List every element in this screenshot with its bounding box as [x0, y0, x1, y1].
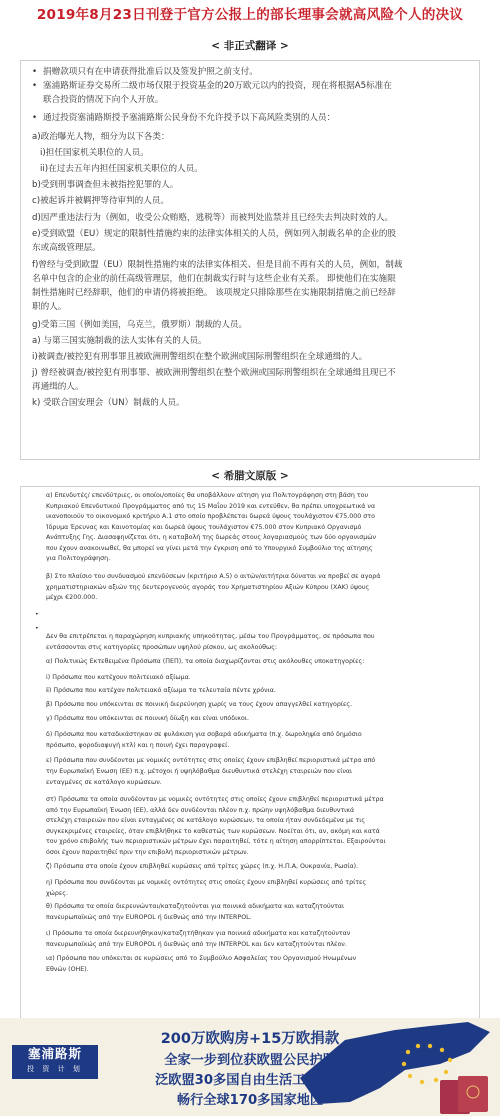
greek-line: Εθνών (ΟΗΕ).	[46, 966, 89, 973]
greek-line: μέχρι €200.000.	[46, 594, 98, 601]
translation-line: • 捐赠款项只有在申请获得批准后以及签发护照之前支付。	[43, 66, 258, 80]
greek-line: ενταγμένες σε κατάλογο κυρώσεων.	[46, 779, 162, 786]
brand-subtitle: 投 资 计 划	[27, 1065, 83, 1073]
translation-line: g)受第三国（例如美国，乌克兰，俄罗斯）制裁的人员。	[32, 320, 248, 330]
greek-line: • ζ) Πρόσωπα στα οποία έχουν επιβληθεί κυρώσεις από τρίτες χώρες (π.χ. Η.Π.Α, Ουκρανία, Ρωσία).	[46, 862, 472, 872]
greek-line: • γ) Πρόσωπα που υπόκεινται σε ποινική δίωξη και είναι υπόδικοι.	[46, 714, 472, 724]
translation-line: 再通缉的人。	[32, 382, 84, 392]
translation-line: ii)在过去五年内担任国家机关职位的人员。	[40, 164, 203, 174]
translation-line: i)被调查/被控犯有刑事罪且被欧洲刑警组织在整个欧洲或国际刑警组织在全球通缉的人。	[32, 352, 368, 362]
promo-line-2: 全家一步到位获欧盟公民护照	[164, 1053, 336, 1068]
greek-line: • β) Στο πλαίσιο του συνδυασμού επενδύσεων (κριτήριο Α.5) ο αιτών/αιτήτρια δύναται να προβεί σε αγορά	[46, 572, 472, 582]
greek-line: • α) Πολιτικώς Εκτεθειμένα Πρόσωπα (ΠΕΠ), τα οποία διαχωρίζονται στις ακόλουθες υποκατηγορίες:	[46, 657, 472, 667]
greek-line: • ι) Πρόσωπα τα οποία διερευνήθηκαν/καταζητήθηκαν για ποινικά αδικήματα και καταζητούνταν	[46, 929, 472, 939]
translation-line: e)受到欧盟（EU）规定的限制性措施约束的法律实体相关的人员，例如列入制裁名单的企业的股	[32, 229, 397, 239]
translation-line: 制性措施时已经辞职，他们的申请仍将被拒绝。 该项规定只排除那些在实施限制措施之前已经辞	[32, 288, 396, 298]
greek-line: • ια) Πρόσωπα που υπόκειται σε κυρώσεις από το Συμβούλιο Ασφαλείας του Οργανισμού Ηνωμένων	[46, 954, 472, 964]
greek-line: • ⅱ) Πρόσωπα που κατέχαν πολιτειακό αξίωμα τα τελευταία πέντε χρόνια.	[46, 686, 472, 696]
greek-line: που έχουν ανακοινωθεί, θα μπορεί να γίνει μετά την έγκριση από το Υπουργικό Συμβούλιο της αίτησης	[46, 545, 373, 552]
promo-banner	[0, 1018, 500, 1116]
brand-name: 塞浦路斯	[27, 1046, 82, 1061]
translation-line: a)政治曝光人物，细分为以下各类：	[32, 132, 170, 142]
translation-line: a) 与第三国实施制裁的法人实体有关的人员。	[32, 336, 207, 346]
greek-line: εντάσσονται στις κατηγορίες προσώπων υψηλού ρίσκου, ως ακολούθως:	[46, 644, 278, 651]
brand-badge	[12, 1045, 98, 1079]
greek-line: όσοι έχουν παραιτηθεί πριν την επιβολή περιοριστικών μέτρων.	[46, 849, 249, 856]
greek-line: την Ευρωπαϊκή Ένωση (ΕΕ) π.χ. μέτοχοι ή υψηλόβαθμα διευθυντικά στελέχη εταιρειών που είναι	[46, 768, 353, 775]
greek-line: Ανάπτυξης Γης. Διασαφηνίζεται ότι, η καταβολή της δωρεάς στους λογαριασμούς των δύο οργανισμών	[46, 534, 377, 541]
greek-line: • ⅰ) Πρόσωπα που κατέχουν πολιτειακό αξίωμα.	[46, 673, 472, 683]
greek-line: • στ) Πρόσωπα τα οποία συνδέονταν με νομικές οντότητες στις οποίες έχουν επιβληθεί περιοριστικά μέτρα	[46, 795, 472, 805]
promo-line-1: 200万欧购房+15万欧捐款	[160, 1031, 340, 1047]
page-title: 2019年8月23日刊登于官方公报上的部长理事会就高风险个人的决议	[36, 7, 464, 23]
greek-line: • α) Επενδυτές/ επενδύτριες, οι οποίοι/οποίες θα υποβάλλουν αίτηση για Πολιτογράφηση στη βάση του	[46, 491, 472, 501]
translation-line: j) 曾经被调查/被控犯有刑事罪、被欧洲刑警组织在整个欧洲或国际刑警组织在全球通缉且现已不	[32, 368, 396, 378]
translation-line: b)受到刑事调查但未被指控犯罪的人。	[32, 180, 179, 190]
greek-line: πρόσωπο, φοροδιαφυγή κτλ) και η ποινή έχει παραγραφεί.	[46, 742, 230, 749]
greek-line: • β) Πρόσωπα που υπόκεινται σε ποινική διερεύνηση χωρίς να τους έχουν απαγγελθεί κατηγορίες.	[46, 700, 472, 710]
translation-line: 联合投资的情况下向个人开放。	[43, 95, 164, 105]
translation-line: c)被起诉并被羁押等待审判的人员。	[32, 196, 169, 206]
promo-line-3: 泛欧盟30多国自由生活工作学习	[155, 1073, 345, 1088]
promo-line-4: 畅行全球170多国家地区	[176, 1093, 324, 1108]
greek-line: χώρες.	[46, 890, 69, 897]
translation-line: i)担任国家机关职位的人员。	[40, 148, 149, 158]
greek-line: Κυπριακού Επενδυτικού Προγράμματος από τις 15 Μαΐου 2019 και εντεύθεν, θα πρέπει υποχρεωτικά να	[46, 503, 376, 510]
translation-line: 职的人。	[32, 302, 67, 312]
greek-line: τον χρόνο επιβολής των περιοριστικών μέτρων έχει παραιτηθεί, τότε η αίτηση απορρίπτεται. Εξαιρούνται	[46, 838, 386, 845]
greek-line: • ε) Πρόσωπα που συνδέονται με νομικές οντότητες στις οποίες έχουν επιβληθεί περιοριστικά μέτρα από	[46, 756, 472, 766]
greek-line: στελέχη εταιρειών που είναι ενταγμένες σε κατάλογο κυρώσεων, τα οποία ήταν συνδεδεμένα με τις	[46, 817, 366, 824]
greek-line: • Δεν θα επιτρέπεται η παραχώρηση κυπριακής υπηκοότητας, μέσω του Προγράμματος, σε πρόσωπα που	[46, 632, 472, 642]
greek-line: • η) Πρόσωπα που συνδέονται με νομικές οντότητες στις οποίες έχουν επιβληθεί κυρώσεις από τρίτες	[46, 878, 472, 888]
translation-line: • 通过投资塞浦路斯授予塞浦路斯公民身份不允许授予以下高风险类别的人员：	[43, 112, 335, 126]
greek-line: • θ) Πρόσωπα τα οποία διερευνώνται/καταζητούνται για ποινικά αδικήματα και καταζητούνται	[46, 902, 472, 912]
translation-line: d)因严重违法行为（例如，收受公众贿赂，逃税等）而被判处监禁并且已经失去判决时效的人。	[32, 213, 394, 223]
greek-line: από την Ευρωπαϊκή Ένωση (ΕΕ), αλλά δεν συνδέονται πλέον π.χ. πρώην υψηλόβαθμα διευθυντικά	[46, 807, 355, 814]
greek-line: Ίδρυμα Έρευνας και Καινοτομίας και δωρεά ύψους τουλάχιστον €75.000 στον Κυπριακό Οργανισμό	[46, 524, 362, 531]
passport-icon	[440, 1076, 488, 1114]
translation-line: • 塞浦路斯证券交易所二级市场仅限于投资基金的20万欧元以内的投资，现在将根据A5标准在	[43, 80, 392, 94]
greek-line: πανευρωπαϊκώς από την EUROPOL ή διεθνώς από την INTERPOL και δεν καταζητούνται πλέον.	[46, 941, 347, 948]
greek-line: χρηματιστηριακών αξιών της δευτερογενούς αγοράς του Χρηματιστηρίου Αξιών Κύπρου (ΧΑΚ) ύψους	[46, 584, 370, 591]
greek-line: συγκεκριμένες εταιρείες, όταν επιβλήθηκε το καθεστώς των κυρώσεων. Νοείται ότι, αν, ακόμη και κατά	[46, 828, 380, 835]
translation-heading: < 非正式翻译 >	[211, 40, 289, 52]
greek-original-heading: < 希腊文原版 >	[211, 470, 289, 482]
greek-line: • δ) Πρόσωπα που καταδικάστηκαν σε φυλάκιση για σοβαρά αδικήματα (π.χ. δωροληψία από δημόσιο	[46, 730, 472, 740]
greek-line: ικανοποιούν το οικονομικό κριτήριο Α.1 στο οποίο προβλέπεται δωρεά ύψους τουλάχιστον €75.000 στο	[46, 513, 375, 520]
translation-line: f)曾经与受到欧盟（EU）限制性措施约束的法律实体相关、但是目前不再有关的人员，例如，制裁	[32, 260, 403, 270]
translation-line: 东或高级管理层。	[32, 243, 101, 253]
greek-line: πανευρωπαϊκώς από την EUROPOL ή διεθνώς από την INTERPOL.	[46, 914, 252, 921]
translation-line: 名单中包含的企业的前任高级管理层，他们在制裁实行时与这些企业有关系。 即使他们在实施限	[32, 274, 396, 284]
greek-line: για Πολιτογράφηση.	[46, 555, 111, 562]
translation-line: k) 受联合国安理会（UN）制裁的人员。	[32, 398, 185, 408]
